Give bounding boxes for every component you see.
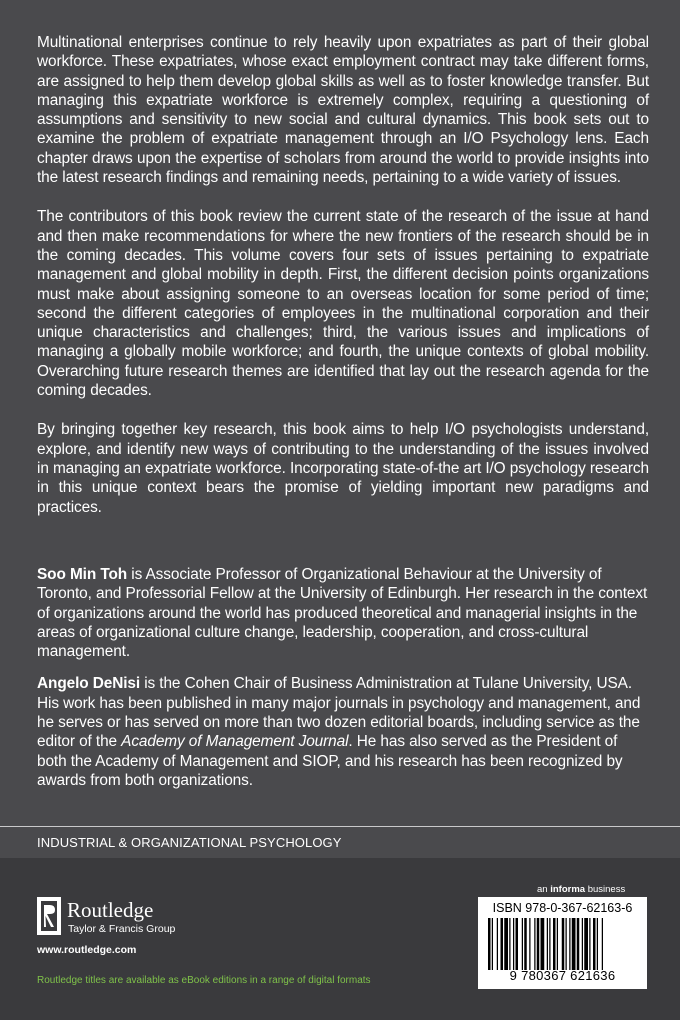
informa-suffix: business bbox=[585, 884, 626, 895]
barcode-bar bbox=[597, 918, 598, 970]
journal-title: Academy of Management Journal bbox=[121, 733, 349, 751]
publisher-logo bbox=[37, 897, 237, 937]
barcode-bar bbox=[549, 918, 550, 970]
barcode-bar bbox=[566, 918, 567, 970]
barcode-bar bbox=[509, 918, 510, 970]
blurb-paragraph-2: The contributors of this book review the current state of the research of the issue at hand and then make recommendations for where the new frontiers of the research should be in the coming decades. This volume covers four sets of issues pertaining to expatriate management and global mobility in depth. First, the different decision points organizations must make about assigning someone to an overseas location for some period of time; second the different categories of employees in the multinational corporation and their unique characteristics and challenges; third, the various issues and implications of managing a globally mobile workforce; and fourth, the unique contexts of global mobility. Overarching future research themes are identified that lay out the research agenda for the coming decades. bbox=[37, 208, 649, 400]
author-bio-toh bbox=[37, 565, 649, 661]
barcode-bar bbox=[537, 918, 540, 970]
barcode-bar bbox=[529, 918, 530, 970]
isbn-label: ISBN 978-0-367-62163-6 bbox=[492, 901, 633, 915]
barcode-bar bbox=[492, 918, 493, 970]
routledge-logo-icon bbox=[37, 897, 61, 935]
barcode-bar bbox=[562, 918, 565, 970]
barcode-bar bbox=[497, 918, 498, 970]
author-name: Angelo DeNisi bbox=[37, 675, 141, 693]
blurb-paragraph-1: Multinational enterprises continue to rely heavily upon expatriates as part of their global workforce. These expatriates, whose exact employment contract may take different forms, are assigned to help them develop global skills as well as to foster knowledge transfer. But managing this expatriate workforce is extremely complex, requiring a questioning of assumptions and sensitivity to new social and cultural dynamics. This book sets out to examine the problem of expatriate management through an I/O Psychology lens. Each chapter draws upon the expertise of scholars from around the world to provide insights into the latest research findings and remaining needs, pertaining to a wide variety of issues. bbox=[37, 34, 649, 187]
informa-prefix: an bbox=[537, 884, 551, 895]
blurb-paragraph-3: By bringing together key research, this book aims to help I/O psychologists understand, explore, and identify new ways of contributing to the understanding of the issues involved in managing an expatriate workforce. Incorporating state-of-the art I/O psychology research in this unique context bears the promise of yielding important new paradigms and practices. bbox=[37, 421, 649, 516]
barcode-bar bbox=[569, 918, 570, 970]
author-bios bbox=[37, 565, 649, 803]
barcode-bar bbox=[504, 918, 508, 970]
author-bio-denisi bbox=[37, 674, 649, 790]
barcode-bar bbox=[582, 918, 583, 970]
barcode-bar bbox=[516, 918, 519, 970]
barcode-bar bbox=[547, 918, 548, 970]
publisher-group: Taylor & Francis Group bbox=[68, 923, 176, 935]
informa-tagline bbox=[537, 884, 625, 895]
barcode-bar bbox=[577, 918, 580, 970]
barcode-bar bbox=[584, 918, 588, 970]
barcode-bar bbox=[541, 918, 545, 970]
barcode-bar bbox=[534, 918, 535, 970]
ebook-note: Routledge titles are available as eBook editions in a range of digital formats bbox=[37, 975, 371, 986]
barcode-bar bbox=[593, 918, 596, 970]
barcode-bar bbox=[553, 918, 556, 970]
barcode-icon bbox=[488, 918, 636, 970]
barcode-bar bbox=[488, 918, 491, 970]
informa-brand: informa bbox=[550, 884, 586, 895]
author-bio-text: is Associate Professor of Organizational Behaviour at the University of Toronto, and Professorial Fellow at the University of Edinburgh. Her research in the context of organizations around the world has produced theoretical and managerial insights in the areas of organizational culture change, leadership, cooperation, and cross-cultural management. bbox=[37, 566, 648, 661]
barcode-bar bbox=[572, 918, 576, 970]
publisher-name: Routledge bbox=[67, 898, 154, 922]
subject-category: INDUSTRIAL & ORGANIZATIONAL PSYCHOLOGY bbox=[37, 835, 342, 850]
blurb bbox=[37, 33, 649, 537]
publisher-url[interactable]: www.routledge.com bbox=[37, 944, 137, 956]
barcode-bar bbox=[602, 918, 603, 970]
barcode-bar bbox=[513, 918, 514, 970]
barcode-box bbox=[478, 897, 647, 989]
barcode-bar bbox=[589, 918, 590, 970]
barcode-digits: 9 780367 621636 bbox=[509, 968, 616, 983]
barcode-bar bbox=[524, 918, 527, 970]
author-name: Soo Min Toh bbox=[37, 566, 128, 583]
author-bio-text: . He has also served as the President of both the Academy of Management and SIOP, and his research has been recognized by awards from both organizations. bbox=[37, 733, 623, 789]
barcode-bar bbox=[522, 918, 523, 970]
author-bio-text: is the Cohen Chair of Business Administration at Tulane University, USA. His work has been published in many major journals in psychology and management, and he serves or has served on more than two dozen editorial boards, including service as the editor of the bbox=[37, 675, 641, 751]
subject-category-rule bbox=[0, 826, 680, 850]
barcode-bar bbox=[501, 918, 504, 970]
barcode-bar bbox=[557, 918, 558, 970]
